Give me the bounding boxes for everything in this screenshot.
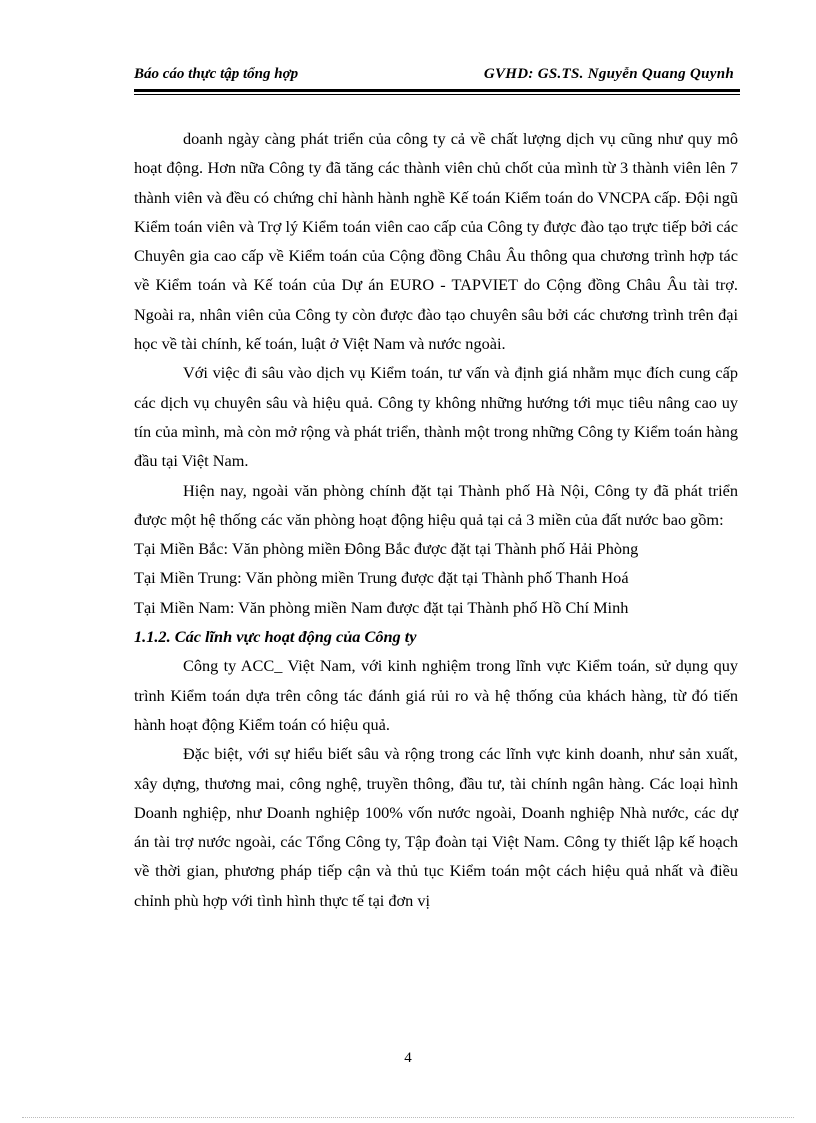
page-bottom-divider xyxy=(22,1117,794,1118)
section-heading: 1.1.2. Các lĩnh vực hoạt động của Công ty xyxy=(134,627,417,647)
header-title: Báo cáo thực tập tổng hợp xyxy=(134,66,299,82)
paragraph: Đặc biệt, với sự hiểu biết sâu và rộng trong các lĩnh vực kinh doanh, như sản xuất, xây dựng, thương mai, công nghệ, truyền thông, đầu tư, tài chính ngân hàng. Các loại hình Doanh nghiệp, như Doanh nghiệp 100% vốn nước ngoài, Doanh nghiệp Nhà nước, các dự án tài trợ nước ngoài, các Tổng Công ty, Tập đoàn tại Việt Nam. Công ty thiết lập kế hoạch về thời gian, phương pháp tiếp cận và thủ tục Kiểm toán một cách hiệu quả nhất và điều chỉnh phù hợp với tình hình thực tế tại đơn vị xyxy=(134,744,738,910)
paragraph: Công ty ACC_ Việt Nam, với kinh nghiệm trong lĩnh vực Kiểm toán, sử dụng quy trình Kiểm toán dựa trên công tác đánh giá rủi ro và hệ thống của khách hàng, từ đó tiến hành hoạt động Kiểm toán có hiệu quả. xyxy=(134,656,738,734)
paragraph: doanh ngày càng phát triển của công ty cả về chất lượng dịch vụ cũng như quy mô hoạt động. Hơn nữa Công ty đã tăng các thành viên chủ chốt của mình từ 3 thành viên lên 7 thành viên và đều có chứng chỉ hành hành nghề Kế toán Kiểm toán do VNCPA cấp. Đội ngũ Kiểm toán viên và Trợ lý Kiểm toán viên cao cấp của Công ty được đào tạo trực tiếp bởi các Chuyên gia cao cấp về Kiểm toán của Cộng đồng Châu Âu thông qua chương trình hợp tác về Kiểm toán và Kế toán của Dự án EURO - TAPVIET do Cộng đồng Châu Âu tài trợ. Ngoài ra, nhân viên của Công ty còn được đào tạo chuyên sâu bởi các chương trình trên đại học về tài chính, kế toán, luật ở Việt Nam và nước ngoài. xyxy=(134,129,738,354)
page-number: 4 xyxy=(404,1050,412,1066)
document-body xyxy=(134,124,738,915)
header-supervisor: GVHD: GS.TS. Nguyễn Quang Quynh xyxy=(483,66,734,82)
office-item-north: Tại Miền Bắc: Văn phòng miền Đông Bắc được đặt tại Thành phố Hải Phòng xyxy=(134,539,639,559)
header-rule-thick xyxy=(134,89,740,92)
page-header xyxy=(134,66,740,90)
paragraph: Với việc đi sâu vào dịch vụ Kiểm toán, tư vấn và định giá nhằm mục đích cung cấp các dịch vụ chuyên sâu và hiệu quả. Công ty không những hướng tới mục tiêu nâng cao uy tín của mình, mà còn mở rộng và phát triển, thành một trong những Công ty Kiểm toán hàng đầu tại Việt Nam. xyxy=(134,363,738,471)
office-item-central: Tại Miền Trung: Văn phòng miền Trung được đặt tại Thành phố Thanh Hoá xyxy=(134,568,629,588)
header-rule-thin xyxy=(134,94,740,95)
office-item-south: Tại Miền Nam: Văn phòng miền Nam được đặt tại Thành phố Hồ Chí Minh xyxy=(134,597,629,617)
paragraph: Hiện nay, ngoài văn phòng chính đặt tại Thành phố Hà Nội, Công ty đã phát triển được một hệ thống các văn phòng hoạt động hiệu quả tại cả 3 miền của đất nước bao gồm: xyxy=(134,480,738,529)
